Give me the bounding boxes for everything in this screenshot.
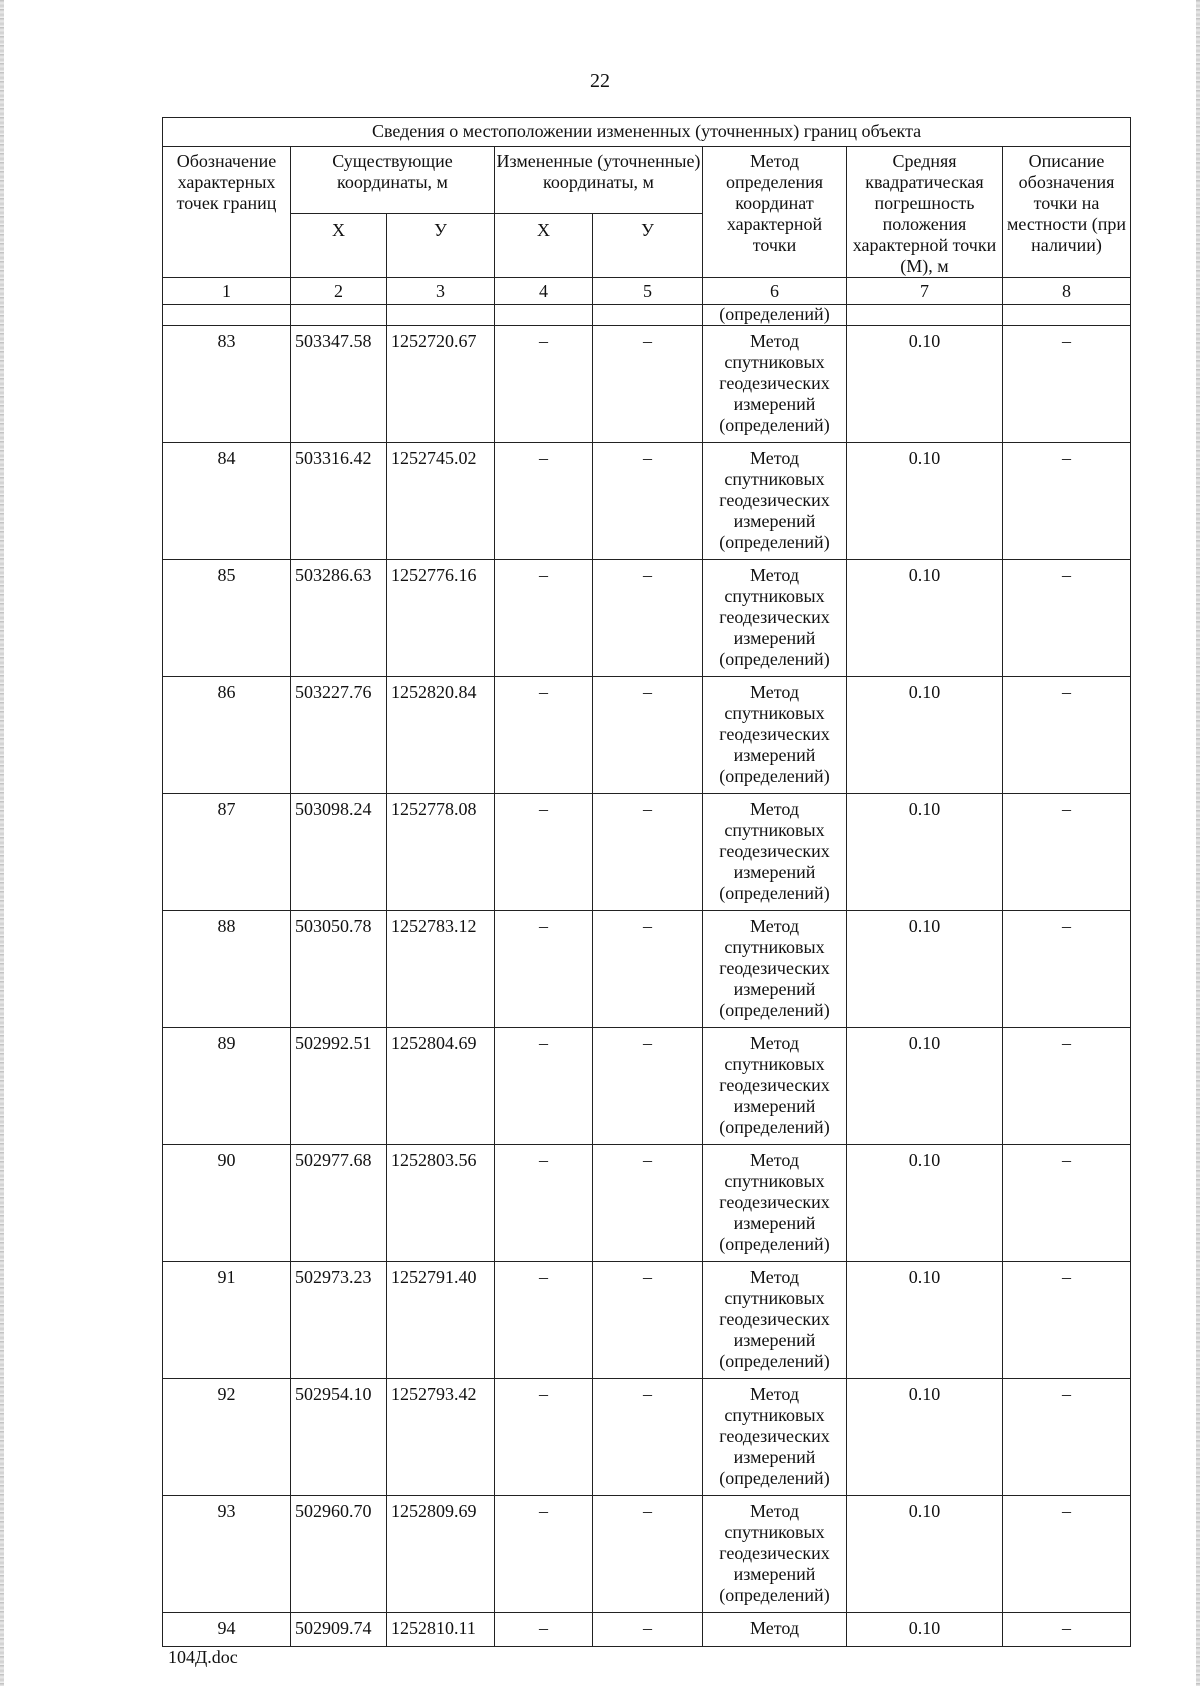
cell-error: 0.10 <box>847 1262 1003 1379</box>
table-row <box>163 1145 1131 1262</box>
cell-existing-x: 502992.51 <box>291 1028 387 1145</box>
cell-point-number: 83 <box>163 326 291 443</box>
cell-description: – <box>1003 1262 1131 1379</box>
column-number: 6 <box>703 278 847 305</box>
cell-error: 0.10 <box>847 911 1003 1028</box>
cell-changed-y: – <box>593 326 703 443</box>
cell-existing-y: 1252804.69 <box>387 1028 495 1145</box>
page-number: 22 <box>590 70 610 92</box>
cell-existing-x: 503347.58 <box>291 326 387 443</box>
cell-method: Метод спутниковых геодезических измерений (определений) <box>703 326 847 443</box>
cell-existing-x: 503286.63 <box>291 560 387 677</box>
cell-error: 0.10 <box>847 326 1003 443</box>
cell-changed-y: – <box>593 443 703 560</box>
scan-left-edge <box>0 0 4 1686</box>
column-number: 8 <box>1003 278 1131 305</box>
header-point-designation: Обозначение характерных точек границ <box>163 147 291 278</box>
cell-method: Метод спутниковых геодезических измерений (определений) <box>703 1262 847 1379</box>
cell-changed-y: – <box>593 911 703 1028</box>
header-existing-x: Х <box>291 214 387 278</box>
cell-existing-x: 503227.76 <box>291 677 387 794</box>
cell-changed-y: – <box>593 560 703 677</box>
cell-existing-x: 502909.74 <box>291 1613 387 1647</box>
table-row <box>163 794 1131 911</box>
cell-point-number: 94 <box>163 1613 291 1647</box>
column-number: 2 <box>291 278 387 305</box>
cell-error: 0.10 <box>847 560 1003 677</box>
cell-point-number: 89 <box>163 1028 291 1145</box>
cell-description: – <box>1003 326 1131 443</box>
table-row <box>163 1262 1131 1379</box>
cell-changed-y: – <box>593 677 703 794</box>
cell-existing-x: 503316.42 <box>291 443 387 560</box>
table-row <box>163 1379 1131 1496</box>
column-numbers-row <box>163 278 1131 305</box>
cell-error: 0.10 <box>847 1613 1003 1647</box>
table-row <box>163 677 1131 794</box>
cell-error: 0.10 <box>847 1145 1003 1262</box>
cell-existing-x: 502960.70 <box>291 1496 387 1613</box>
cell-description: – <box>1003 911 1131 1028</box>
header-changed-y: У <box>593 214 703 278</box>
cell-changed-x: – <box>495 911 593 1028</box>
cell-changed-x: – <box>495 1379 593 1496</box>
cell-changed-y: – <box>593 794 703 911</box>
cell-point-number: 84 <box>163 443 291 560</box>
cell-description: – <box>1003 1028 1131 1145</box>
cell-existing-y: 1252745.02 <box>387 443 495 560</box>
cell-existing-x: 502954.10 <box>291 1379 387 1496</box>
header-changed-x: Х <box>495 214 593 278</box>
cell-changed-y: – <box>593 1613 703 1647</box>
cell-existing-x: 503050.78 <box>291 911 387 1028</box>
cell-description: – <box>1003 677 1131 794</box>
cell-changed-x: – <box>495 1613 593 1647</box>
header-changed-coordinates: Измененные (уточненные) координаты, м <box>495 147 703 214</box>
cell-existing-y: 1252803.56 <box>387 1145 495 1262</box>
cell-description: – <box>1003 560 1131 677</box>
cell-changed-x: – <box>495 794 593 911</box>
cell-point-number: 93 <box>163 1496 291 1613</box>
cell-existing-x: 502977.68 <box>291 1145 387 1262</box>
cell-changed-y: – <box>593 1145 703 1262</box>
cell-point-number: 88 <box>163 911 291 1028</box>
header-point-description: Описание обозначения точки на местности (при наличии) <box>1003 147 1131 278</box>
cell-changed-x: – <box>495 1028 593 1145</box>
cell-method: Метод спутниковых геодезических измерений (определений) <box>703 560 847 677</box>
header-mean-square-error: Средняя квадратическая погрешность положения характерной точки (М), м <box>847 147 1003 278</box>
cell-description: – <box>1003 1379 1131 1496</box>
cell-description: – <box>1003 794 1131 911</box>
continuation-row <box>163 305 1131 326</box>
cell-changed-y: – <box>593 1496 703 1613</box>
cell-changed-x: – <box>495 560 593 677</box>
cell-point-number: 86 <box>163 677 291 794</box>
header-method: Метод определения координат характерной точки <box>703 147 847 278</box>
cell-changed-y: – <box>593 1262 703 1379</box>
cell-existing-y: 1252776.16 <box>387 560 495 677</box>
cell-method: Метод спутниковых геодезических измерений (определений) <box>703 911 847 1028</box>
coordinates-table <box>162 117 1131 1647</box>
continuation-text: (определений) <box>703 305 847 326</box>
cell-description: – <box>1003 1496 1131 1613</box>
table-row <box>163 911 1131 1028</box>
cell-changed-x: – <box>495 677 593 794</box>
cell-method: Метод спутниковых геодезических измерений (определений) <box>703 677 847 794</box>
cell-changed-x: – <box>495 326 593 443</box>
cell-method: Метод спутниковых геодезических измерений (определений) <box>703 443 847 560</box>
cell-changed-x: – <box>495 443 593 560</box>
cell-method: Метод спутниковых геодезических измерений (определений) <box>703 1145 847 1262</box>
cell-existing-y: 1252809.69 <box>387 1496 495 1613</box>
column-number: 4 <box>495 278 593 305</box>
cell-changed-y: – <box>593 1379 703 1496</box>
cell-error: 0.10 <box>847 1028 1003 1145</box>
cell-point-number: 87 <box>163 794 291 911</box>
cell-description: – <box>1003 1145 1131 1262</box>
cell-point-number: 91 <box>163 1262 291 1379</box>
header-existing-y: У <box>387 214 495 278</box>
cell-changed-x: – <box>495 1496 593 1613</box>
cell-error: 0.10 <box>847 443 1003 560</box>
table-row <box>163 443 1131 560</box>
cell-changed-y: – <box>593 1028 703 1145</box>
cell-error: 0.10 <box>847 1379 1003 1496</box>
column-number: 7 <box>847 278 1003 305</box>
table-row <box>163 326 1131 443</box>
cell-method: Метод спутниковых геодезических измерений (определений) <box>703 1379 847 1496</box>
cell-error: 0.10 <box>847 1496 1003 1613</box>
cell-changed-x: – <box>495 1145 593 1262</box>
cell-existing-y: 1252810.11 <box>387 1613 495 1647</box>
header-existing-coordinates: Существующие координаты, м <box>291 147 495 214</box>
cell-method: Метод спутниковых геодезических измерений (определений) <box>703 794 847 911</box>
cell-existing-y: 1252793.42 <box>387 1379 495 1496</box>
table-row <box>163 1028 1131 1145</box>
cell-description: – <box>1003 1613 1131 1647</box>
cell-description: – <box>1003 443 1131 560</box>
column-number: 1 <box>163 278 291 305</box>
cell-method: Метод спутниковых геодезических измерений (определений) <box>703 1496 847 1613</box>
cell-existing-x: 502973.23 <box>291 1262 387 1379</box>
cell-point-number: 92 <box>163 1379 291 1496</box>
table-row <box>163 560 1131 677</box>
table-row <box>163 1496 1131 1613</box>
cell-existing-y: 1252791.40 <box>387 1262 495 1379</box>
scan-right-edge <box>1196 0 1200 1686</box>
cell-point-number: 90 <box>163 1145 291 1262</box>
cell-existing-y: 1252778.08 <box>387 794 495 911</box>
column-number: 3 <box>387 278 495 305</box>
cell-existing-x: 503098.24 <box>291 794 387 911</box>
cell-existing-y: 1252720.67 <box>387 326 495 443</box>
cell-point-number: 85 <box>163 560 291 677</box>
cell-existing-y: 1252820.84 <box>387 677 495 794</box>
cell-method: Метод спутниковых геодезических измерений (определений) <box>703 1028 847 1145</box>
cell-error: 0.10 <box>847 794 1003 911</box>
footer-filename: 104Д.doc <box>168 1647 238 1667</box>
cell-existing-y: 1252783.12 <box>387 911 495 1028</box>
table-title: Сведения о местоположении измененных (уточненных) границ объекта <box>163 118 1131 147</box>
cell-changed-x: – <box>495 1262 593 1379</box>
cell-method: Метод <box>703 1613 847 1647</box>
cell-error: 0.10 <box>847 677 1003 794</box>
table-row <box>163 1613 1131 1647</box>
column-number: 5 <box>593 278 703 305</box>
